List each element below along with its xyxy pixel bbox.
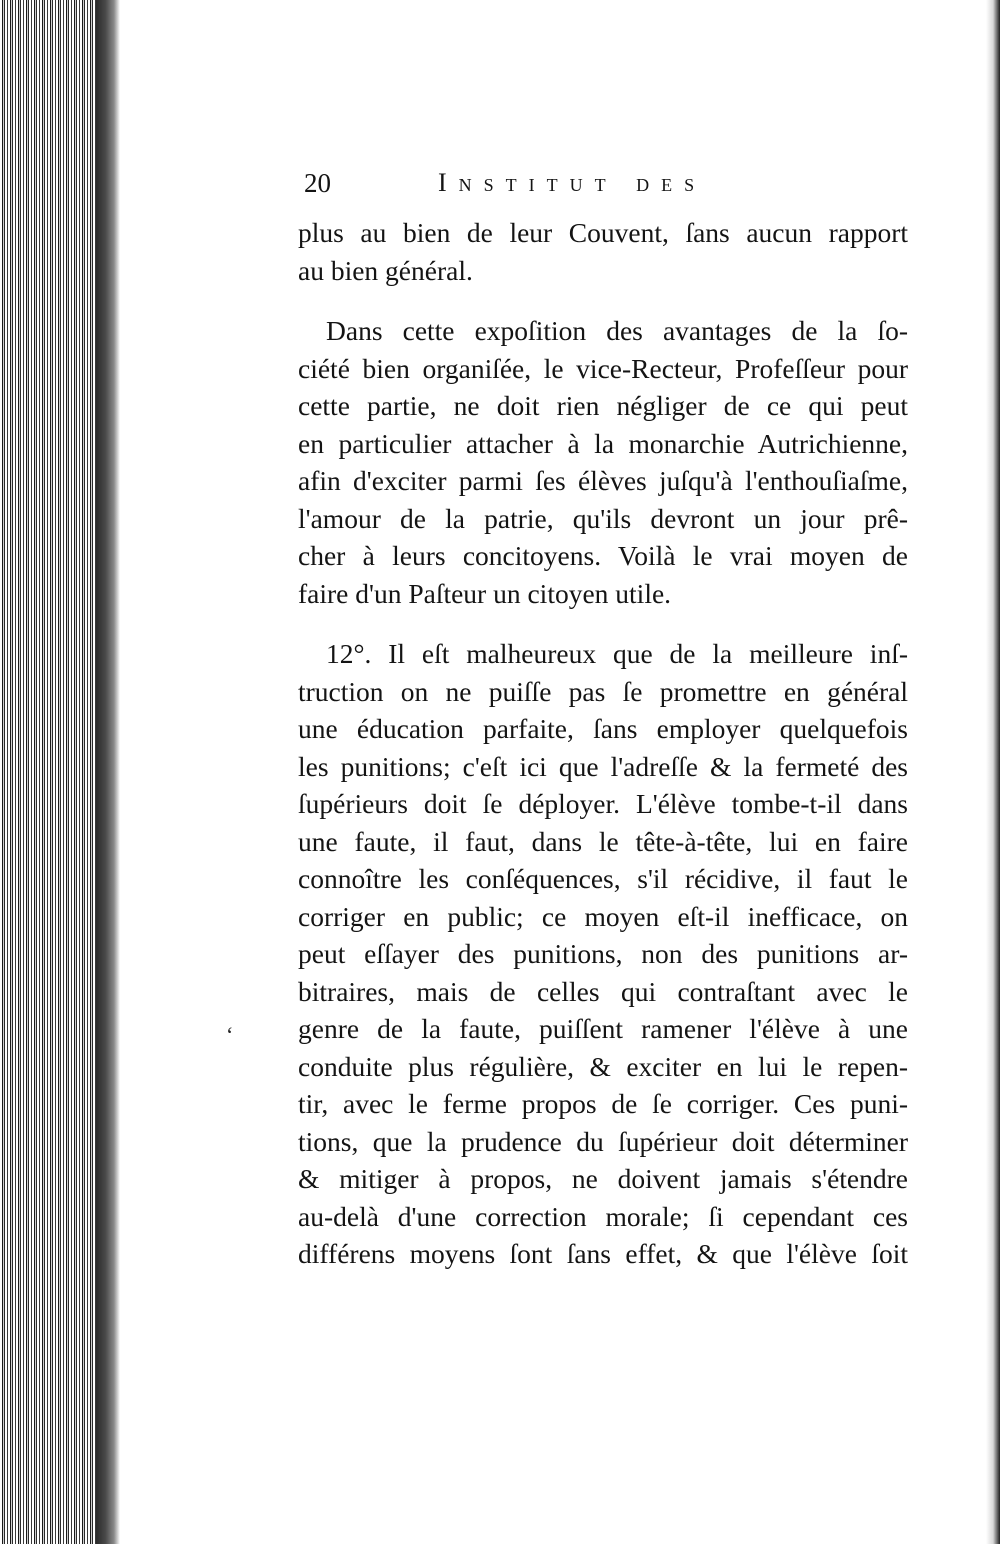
text-line: au-delà d'une correction morale; ſi cependant ces xyxy=(298,1200,908,1232)
text-line: au bien général. xyxy=(298,254,473,286)
book-page xyxy=(298,168,908,1273)
text-line: en particulier attacher à la monarchie Autrichienne, xyxy=(298,427,908,459)
ink-speck: ʻ xyxy=(226,1022,234,1047)
text-line: tir, avec le ferme propos de ſe corriger. Ces puni- xyxy=(298,1088,908,1119)
paragraph-continuation xyxy=(298,214,908,289)
text-line: afin d'exciter parmi ſes élèves juſqu'à l'enthouſiaſme, xyxy=(298,465,908,496)
running-head xyxy=(298,168,908,214)
text-line: peut eſſayer des punitions, non des punitions ar- xyxy=(298,938,908,969)
text-line: ſupérieurs doit ſe déployer. L'élève tombe-t-il dans xyxy=(298,788,908,819)
text-line: corriger en public; ce moyen eſt-il inefficace, on xyxy=(298,900,908,932)
text-line: les punitions; c'eſt ici que l'adreſſe & la fermeté des xyxy=(298,750,908,782)
body-text xyxy=(298,214,908,1273)
text-line: cher à leurs concitoyens. Voilà le vrai moyen de xyxy=(298,540,908,571)
text-line: l'amour de la patrie, qu'ils devront un jour prê- xyxy=(298,502,908,534)
page-number: 20 xyxy=(304,168,331,198)
text-line: différens moyens ſont ſans effet, & que l'élève ſoit xyxy=(298,1238,908,1269)
paragraph-society xyxy=(298,312,908,612)
page-fore-edge xyxy=(986,0,1000,1544)
text-line: genre de la faute, puiſſent ramener l'élève à une xyxy=(298,1013,908,1044)
text-line: connoître les conſéquences, s'il récidive, il faut le xyxy=(298,863,908,894)
running-head-title: Institut des xyxy=(438,168,707,197)
text-line: une faute, il faut, dans le tête-à-tête, lui en faire xyxy=(298,825,908,857)
text-line: truction on ne puiſſe pas ſe promettre en général xyxy=(298,675,908,707)
text-line: une éducation parfaite, ſans employer quelquefois xyxy=(298,713,908,744)
text-line: 12°. Il eſt malheureux que de la meilleure inſ- xyxy=(326,638,908,669)
text-line: Dans cette expoſition des avantages de la ſo- xyxy=(326,315,908,346)
text-line: plus au bien de leur Couvent, ſans aucun rapport xyxy=(298,217,908,248)
text-line: & mitiger à propos, ne doivent jamais s'étendre xyxy=(298,1163,908,1194)
text-line: cette partie, ne doit rien négliger de ce qui peut xyxy=(298,390,908,421)
gutter-shadow xyxy=(96,0,120,1544)
text-line: faire d'un Paſteur un citoyen utile. xyxy=(298,577,672,609)
text-line: ciété bien organiſée, le vice-Recteur, Profeſſeur pour xyxy=(298,352,908,384)
text-line: bitraires, mais de celles qui contraſtant avec le xyxy=(298,975,908,1007)
text-line: conduite plus régulière, & exciter en lui le repen- xyxy=(298,1050,908,1082)
text-line: tions, que la prudence du ſupérieur doit déterminer xyxy=(298,1125,908,1157)
paragraph-punishments xyxy=(298,635,908,1273)
